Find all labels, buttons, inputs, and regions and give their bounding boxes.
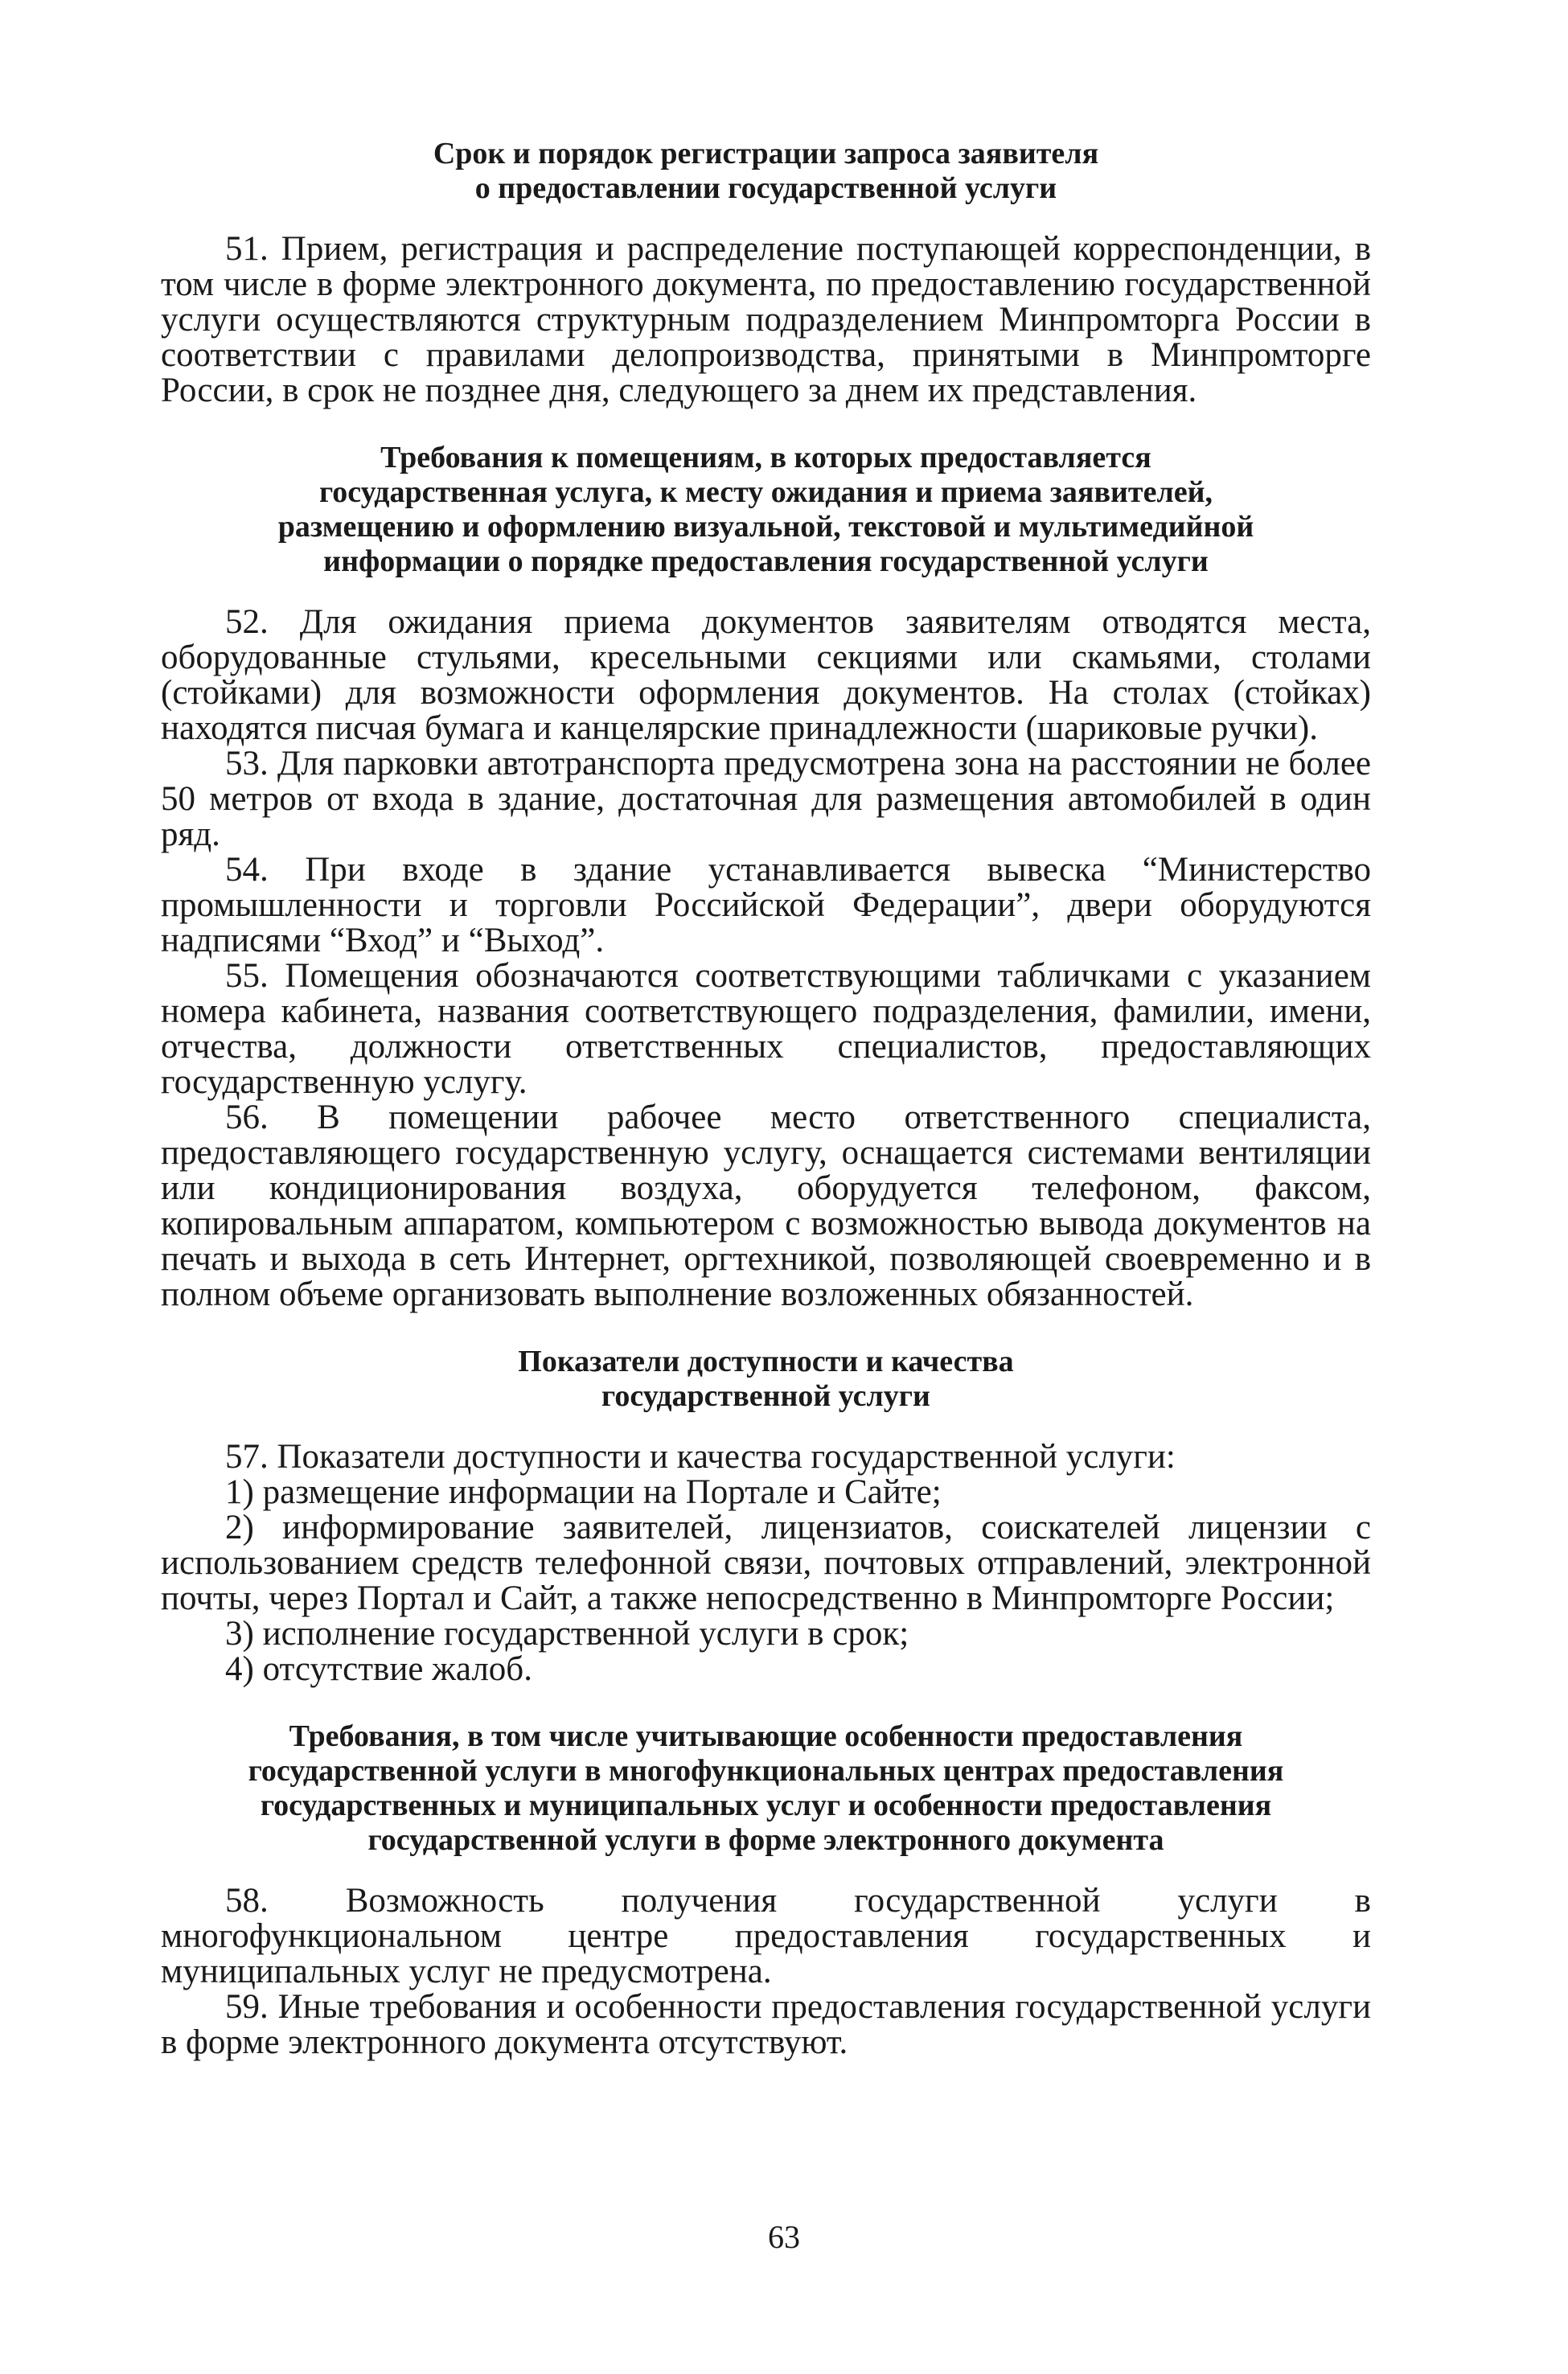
paragraph-52: 52. Для ожидания приема документов заявителям отводятся места, оборудованные стульями, кресельными секциями или скамьями, столами (стойками) для возможности оформления документов. На столах (стойках) находятся писчая бумага и канцелярские принадлежности (шариковые ручки). [161,603,1371,747]
heading-line: Требования, в том числе учитывающие особенности предоставления [289,1719,1243,1753]
heading-line: размещению и оформлению визуальной, текстовой и мультимедийной [277,510,1254,544]
section-heading-registration [161,137,1371,206]
paragraph-59: 59. Иные требования и особенности предоставления государственной услуги в форме электронного документа отсутствуют. [161,1988,1371,2061]
list-item: 4) отсутствие жалоб. [225,1650,532,1688]
heading-line: государственной услуги [601,1379,930,1413]
heading-line: государственная услуга, к месту ожидания и приема заявителей, [318,475,1213,509]
list-item: 2) информирование заявителей, лицензиатов, соискателей лицензии с использованием средств телефонной связи, почтовых отправлений, электронной почты, через Портал и Сайт, а также непосредственно в Минпромторге России; [161,1509,1371,1617]
paragraph-54: 54. При входе в здание устанавливается вывеска “Министерство промышленности и торговли Российской Федерации”, двери оборудуются надписями “Вход” и “Выход”. [161,851,1371,959]
page-number: 63 [768,2219,800,2255]
paragraph-53: 53. Для парковки автотранспорта предусмотрена зона на расстоянии не более 50 метров от входа в здание, достаточная для размещения автомобилей в один ряд. [161,745,1371,853]
paragraph-57: 57. Показатели доступности и качества государственной услуги: [225,1438,1176,1476]
paragraph-55: 55. Помещения обозначаются соответствующими табличками с указанием номера кабинета, названия соответствующего подразделения, фамилии, имени, отчества, должности ответственных специалистов, предоставляющих государственную услугу. [161,957,1371,1101]
section-heading-indicators [161,1345,1371,1414]
paragraph-51: 51. Прием, регистрация и распределение поступающей корреспонденции, в том числе в форме электронного документа, по предоставлению государственной услуги осуществляются структурным подразделением Минпромторга России в соответствии с правилами делопроизводства, принятыми в Минпромторге России, в срок не позднее дня, следующего за днем их представления. [161,230,1371,409]
paragraph-58: 58. Возможность получения государственной услуги в многофункциональном центре предоставления государственных и муниципальных услуг не предусмотрена. [161,1882,1371,1990]
list-item: 3) исполнение государственной услуги в срок; [225,1615,909,1653]
heading-line: государственных и муниципальных услуг и особенности предоставления [260,1789,1272,1822]
heading-line: Требования к помещениям, в которых предоставляется [380,441,1151,474]
heading-line: государственной услуги в многофункциональных центрах предоставления [248,1754,1284,1788]
section-heading-premises [161,441,1371,579]
heading-line: информации о порядке предоставления государственной услуги [323,544,1209,578]
section-heading-mfc-requirements [161,1719,1371,1858]
heading-line: Показатели доступности и качества [518,1345,1014,1378]
heading-line: государственной услуги в форме электронного документа [367,1823,1164,1857]
list-item: 1) размещение информации на Портале и Сайте; [225,1473,942,1511]
heading-line: Срок и порядок регистрации запроса заявителя [433,137,1099,170]
heading-line: о предоставлении государственной услуги [474,171,1057,205]
paragraph-56: 56. В помещении рабочее место ответственного специалиста, предоставляющего государственную услугу, оснащается системами вентиляции или кондиционирования воздуха, оборудуется телефоном, факсом, копировальным аппаратом, компьютером с возможностью вывода документов на печать и выхода в сеть Интернет, оргтехникой, позволяющей своевременно и в полном объеме организовать выполнение возложенных обязанностей. [161,1099,1371,1313]
document-page [161,137,1371,2060]
